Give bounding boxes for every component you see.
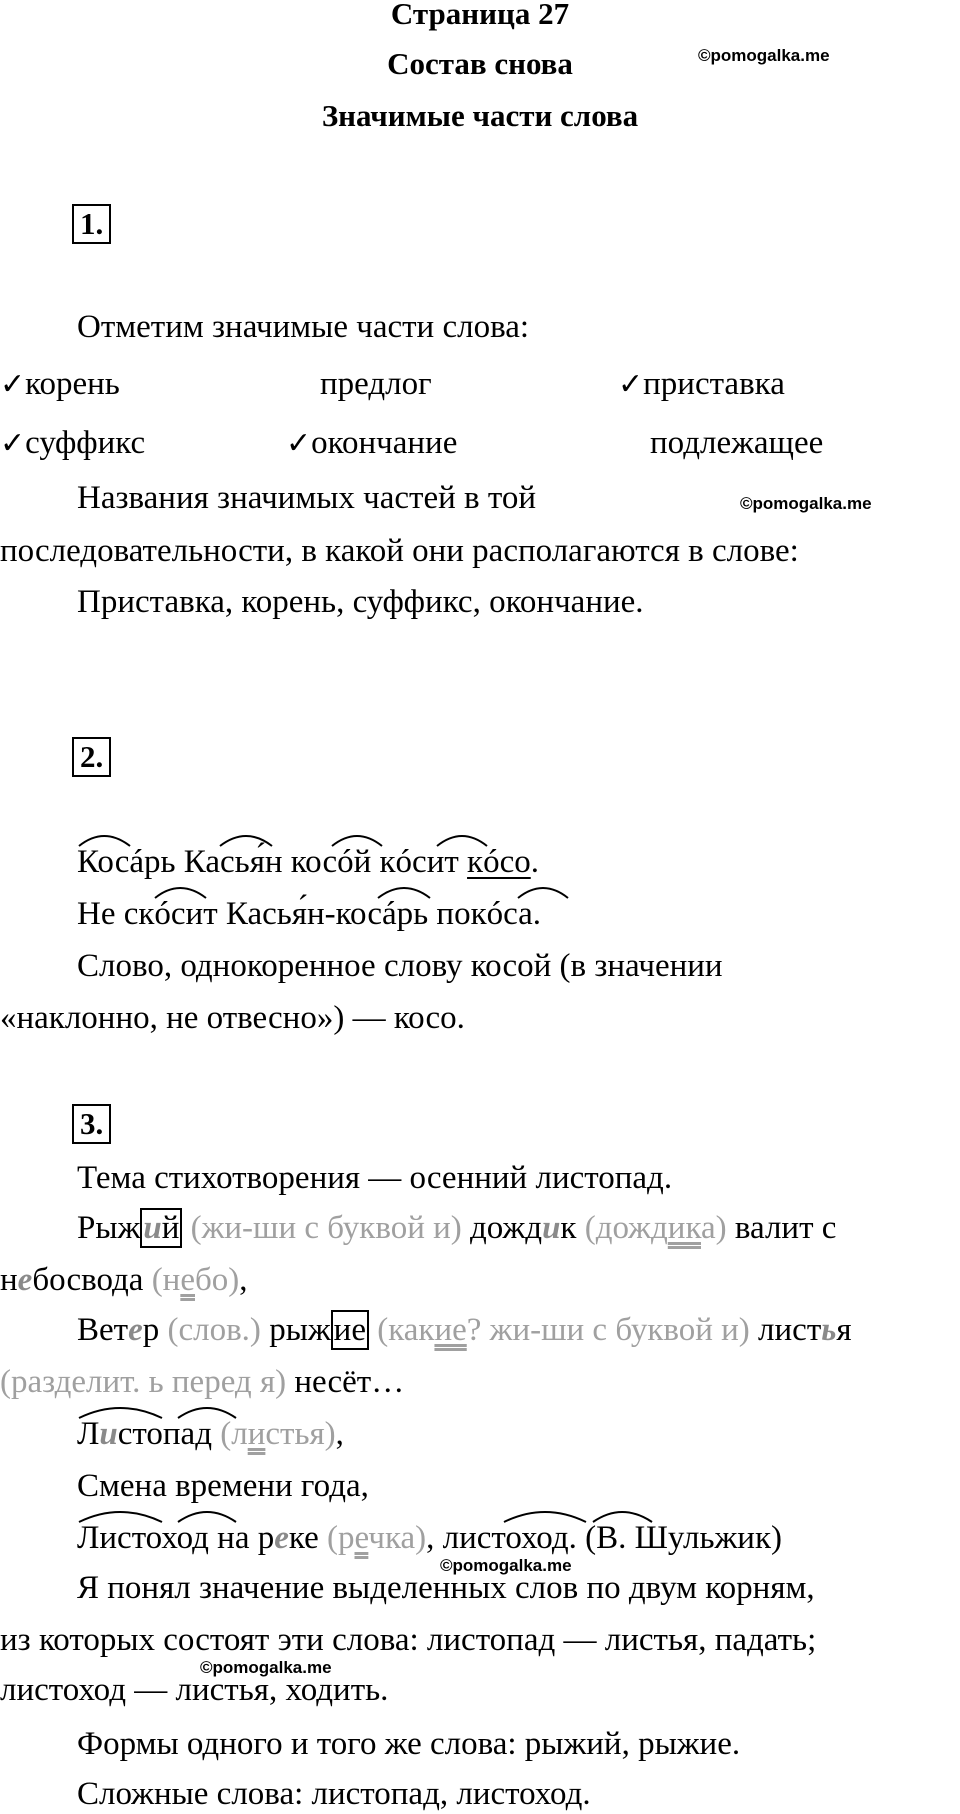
- task1-number: 1.: [72, 204, 111, 244]
- watermark-lower: ©pomogalka.me: [440, 1556, 572, 1575]
- task3-line5: Листопад (листья),: [77, 1416, 344, 1452]
- task2-line1: Косáрь Касья́н косóй кóсит кóсо.: [77, 844, 539, 880]
- task2-line4: «наклонно, не отвесно») — косо.: [0, 1000, 465, 1036]
- topic-title: Значимые части слова: [321, 98, 639, 133]
- underlined-word: кóсо: [467, 844, 531, 880]
- task1-line-b: последовательности, в какой они располагаются в слове:: [0, 533, 799, 569]
- task3-theme: Тема стихотворения — осенний листопад.: [77, 1160, 673, 1196]
- ending-box: ие: [331, 1310, 369, 1350]
- option-ending: ✓окончание: [286, 425, 458, 461]
- task3-line9: из которых состоят эти слова: листопад — листья, падать;: [0, 1622, 817, 1658]
- task1-line-a: Названия значимых частей в той: [77, 480, 536, 516]
- task3-line1: Рыжий (жи-ши с буквой и) дождик (дождика) валит с: [77, 1210, 837, 1246]
- task1-intro: Отметим значимые части слова:: [77, 309, 530, 345]
- watermark-mid: ©pomogalka.me: [740, 494, 872, 513]
- check-icon: ✓: [0, 367, 26, 402]
- section-title: Состав снова: [387, 46, 573, 81]
- task3-line6: Смена времени года,: [77, 1468, 369, 1504]
- watermark-top: ©pomogalka.me: [698, 46, 830, 65]
- check-icon: ✓: [286, 426, 312, 461]
- check-icon: ✓: [0, 426, 26, 461]
- task2-line2: Не скóсит Касья́н-косáрь покóса.: [77, 896, 542, 932]
- option-suffix: ✓суффикс: [0, 425, 146, 461]
- task3-line12: Сложные слова: листопад, листоход.: [77, 1776, 591, 1812]
- page-title: Страница 27: [390, 0, 570, 31]
- task3-line2: небосвода (небо),: [0, 1262, 248, 1298]
- ending-box: ий: [140, 1208, 182, 1248]
- task2-line3: Слово, однокоренное слову косой (в значении: [77, 948, 723, 984]
- task3-line11: Формы одного и того же слова: рыжий, рыжие.: [77, 1726, 741, 1762]
- task2-number: 2.: [72, 737, 111, 777]
- task3-line8: Я понял значение выделенных слов по двум корням,: [77, 1570, 815, 1606]
- task3-line3: Ветер (слов.) рыжие (какие? жи-ши с буквой и) листья: [77, 1312, 852, 1348]
- option-preposition: предлог: [320, 366, 432, 402]
- option-subject: подлежащее: [650, 425, 824, 461]
- task1-answer: Приставка, корень, суффикс, окончание.: [77, 584, 644, 620]
- task3-line10: листоход — листья, ходить.: [0, 1672, 389, 1708]
- option-prefix: ✓приставка: [618, 366, 785, 402]
- watermark-bottom: ©pomogalka.me: [200, 1658, 332, 1677]
- task3-line4: (разделит. ь перед я) несёт…: [0, 1364, 405, 1400]
- option-root: ✓корень: [0, 366, 120, 402]
- task3-line7: Листоход на реке (речка), листоход. (В. Шульжик): [77, 1520, 782, 1556]
- check-icon: ✓: [618, 367, 644, 402]
- task3-number: 3.: [72, 1104, 111, 1144]
